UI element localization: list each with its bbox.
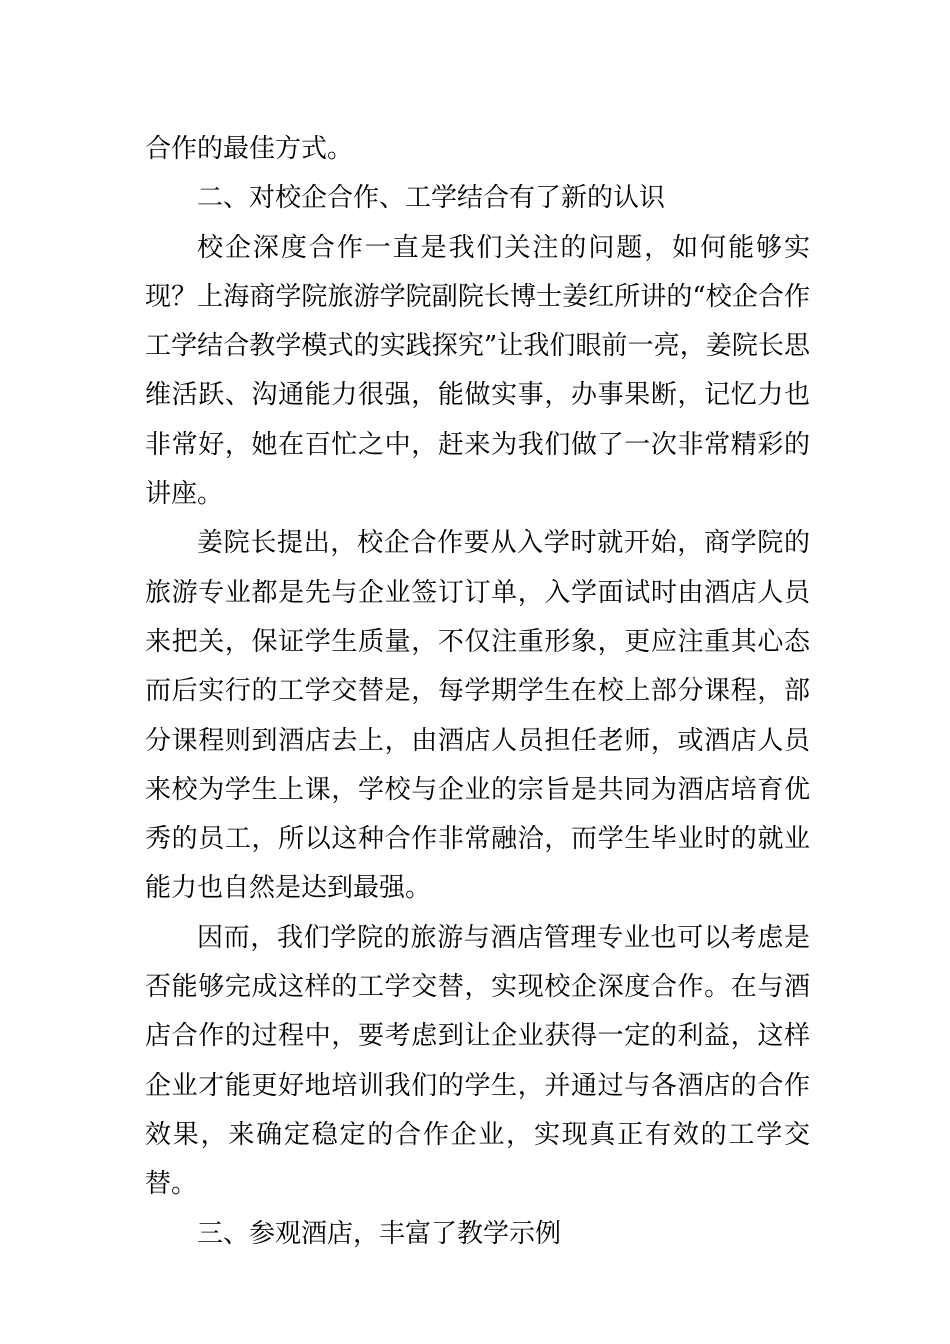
section-heading-three: 三、参观酒店，丰富了教学示例 — [197, 1218, 562, 1249]
paragraph-conclusion: 因而，我们学院的旅游与酒店管理专业也可以考虑是否能够完成这样的工学交替，实现校企深度合作。在与酒店合作的过程中，要考虑到让企业获得一定的利益，这样企业才能更好地培训我们的学生，并通过与各酒店的合作效果，来确定稳定的合作企业，实现真正有效的工学交替。 — [145, 922, 810, 1200]
paragraph-cooperation-intro: 校企深度合作一直是我们关注的问题，如何能够实现？上海商学院旅游学院副院长博士姜红所讲的“校企合作工学结合教学模式的实践探究”让我们眼前一亮，姜院长思维活跃、沟通能力很强，能做实事，办事果断，记忆力也非常好，她在百忙之中，赶来为我们做了一次非常精彩的讲座。 — [145, 232, 810, 510]
section-heading-two: 二、对校企合作、工学结合有了新的认识 — [197, 183, 666, 214]
paragraph-continuation: 合作的最佳方式。 — [145, 134, 354, 164]
paragraph-dean-proposal: 姜院长提出，校企合作要从入学时就开始，商学院的旅游专业都是先与企业签订订单，入学面试时由酒店人员来把关，保证学生质量，不仅注重形象，更应注重其心态而后实行的工学交替是，每学期学生在校上部分课程，部分课程则到酒店去上，由酒店人员担任老师，或酒店人员来校为学生上课，学校与企业的宗旨是共同为酒店培育优秀的员工，所以这种合作非常融洽，而学生毕业时的就业能力也自然是达到最强。 — [145, 528, 810, 904]
document-page — [145, 125, 810, 1259]
